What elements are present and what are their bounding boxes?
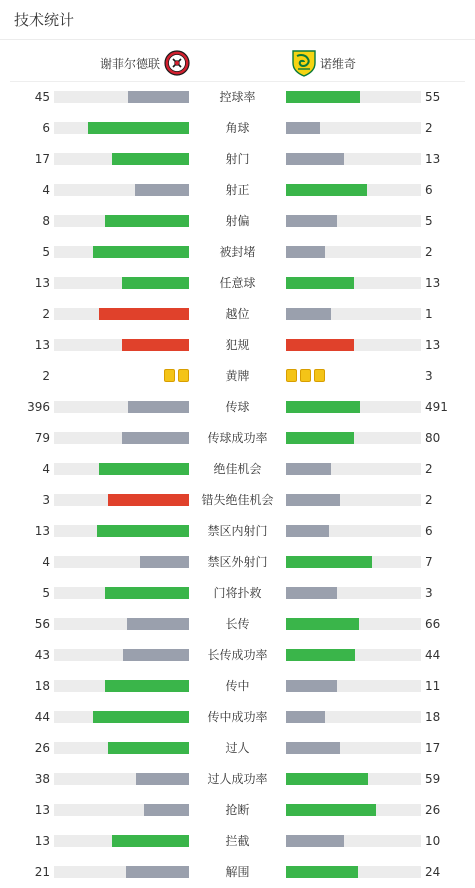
home-bar-track (54, 432, 189, 444)
home-stat-value: 4 (42, 555, 50, 569)
stat-label: 禁区内射门 (207, 524, 268, 538)
home-bar-track (54, 153, 189, 165)
away-bar-track (286, 525, 421, 537)
away-stat-value: 24 (425, 865, 441, 879)
home-bar-track (54, 463, 189, 475)
stat-label: 绝佳机会 (213, 462, 262, 476)
home-bar-track (54, 866, 189, 878)
stat-label: 任意球 (219, 276, 256, 290)
home-bar-track (54, 215, 189, 227)
away-bar-track (286, 308, 421, 320)
home-bar-fill (88, 122, 189, 134)
stat-label: 黄牌 (225, 369, 250, 383)
stat-label: 禁区外射门 (207, 555, 268, 569)
home-bar-fill (112, 153, 189, 165)
home-bar-fill (144, 804, 189, 816)
home-bar-fill (122, 432, 190, 444)
home-bar-track (54, 401, 189, 413)
away-bar-fill (286, 649, 355, 661)
home-bar-fill (108, 742, 189, 754)
yellow-card-icon (300, 369, 311, 382)
away-bar-track (286, 339, 421, 351)
away-bar-fill (286, 618, 359, 630)
away-bar-track (286, 804, 421, 816)
home-stat-value: 26 (34, 741, 50, 755)
home-stat-value: 45 (34, 90, 50, 104)
stat-row (0, 795, 475, 826)
home-team[interactable] (100, 48, 190, 78)
home-bar-track (54, 308, 189, 320)
away-stat-value: 17 (425, 741, 441, 755)
away-stat-value: 3 (425, 586, 433, 600)
home-bar-track (54, 804, 189, 816)
stat-row (0, 82, 475, 113)
home-bar-fill (99, 308, 189, 320)
home-stat-value: 79 (34, 431, 50, 445)
home-stat-value: 8 (42, 214, 50, 228)
stat-row (0, 299, 475, 330)
stat-row (0, 113, 475, 144)
away-bar-fill (286, 463, 331, 475)
home-bar-track (54, 742, 189, 754)
away-bar-fill (286, 153, 344, 165)
stat-row (0, 578, 475, 609)
stat-label: 射偏 (225, 214, 250, 228)
stat-row (0, 144, 475, 175)
stat-row (0, 547, 475, 578)
away-bar-track (286, 587, 421, 599)
away-stat-value: 13 (425, 338, 441, 352)
away-bar-fill (286, 277, 354, 289)
away-bar-track (286, 618, 421, 630)
stat-row (0, 857, 475, 888)
away-team-name: 诺维奇 (320, 56, 357, 71)
home-bar-fill (140, 556, 189, 568)
stat-label: 过人 (225, 741, 250, 755)
stat-label: 长传 (225, 617, 250, 631)
away-bar-fill (286, 804, 376, 816)
teams-row (10, 44, 465, 82)
home-stat-value: 13 (34, 803, 50, 817)
away-bar-track (286, 742, 421, 754)
away-bar-fill (286, 122, 320, 134)
away-stat-value: 26 (425, 803, 441, 817)
stat-row (0, 516, 475, 547)
away-bar-fill (286, 773, 368, 785)
home-stat-value: 38 (34, 772, 50, 786)
stat-label: 控球率 (219, 90, 256, 104)
header (0, 0, 475, 40)
away-stat-value: 44 (425, 648, 441, 662)
home-stat-value: 3 (42, 493, 50, 507)
stat-label: 拦截 (225, 834, 250, 848)
away-bar-track (286, 184, 421, 196)
away-bar-track (286, 680, 421, 692)
away-stat-value: 66 (425, 617, 441, 631)
away-stat-value: 80 (425, 431, 441, 445)
away-bar-track (286, 711, 421, 723)
stat-row (0, 733, 475, 764)
away-bar-fill (286, 339, 354, 351)
home-bar-fill (123, 649, 189, 661)
stat-row (0, 237, 475, 268)
away-bar-track (286, 494, 421, 506)
home-bar-track (54, 184, 189, 196)
away-bar-fill (286, 432, 354, 444)
away-stat-value: 6 (425, 183, 433, 197)
stat-row (0, 268, 475, 299)
away-bar-fill (286, 835, 344, 847)
home-stat-value: 2 (42, 307, 50, 321)
away-bar-fill (286, 742, 340, 754)
stat-row (0, 640, 475, 671)
home-bar-track (54, 494, 189, 506)
home-bar-fill (135, 184, 189, 196)
stat-row (0, 206, 475, 237)
home-bar-fill (105, 587, 189, 599)
away-bar-track (286, 773, 421, 785)
home-bar-fill (108, 494, 189, 506)
home-bar-fill (127, 618, 189, 630)
away-stat-value: 6 (425, 524, 433, 538)
away-bar-fill (286, 587, 337, 599)
home-bar-track (54, 246, 189, 258)
stat-label: 错失绝佳机会 (201, 493, 274, 507)
home-stat-value: 5 (42, 586, 50, 600)
home-bar-fill (128, 401, 189, 413)
away-bar-track (286, 246, 421, 258)
away-bar-track (286, 649, 421, 661)
yellow-card-icon (314, 369, 325, 382)
home-stat-value: 21 (34, 865, 50, 879)
away-bar-fill (286, 246, 325, 258)
away-team[interactable] (292, 48, 356, 78)
home-stat-value: 13 (34, 338, 50, 352)
away-bar-fill (286, 556, 372, 568)
away-bar-fill (286, 308, 331, 320)
home-stat-value: 2 (42, 369, 50, 383)
home-bar-track (54, 680, 189, 692)
home-bar-fill (93, 246, 189, 258)
stat-row (0, 330, 475, 361)
stat-row (0, 485, 475, 516)
away-stat-value: 7 (425, 555, 433, 569)
stat-label: 传中 (225, 679, 250, 693)
home-bar-track (54, 339, 189, 351)
home-bar-track (54, 835, 189, 847)
stat-row (0, 361, 475, 392)
stat-row (0, 609, 475, 640)
away-bar-track (286, 215, 421, 227)
home-stat-value: 43 (34, 648, 50, 662)
home-bar-track (54, 773, 189, 785)
home-bar-fill (122, 339, 190, 351)
away-bar-track (286, 401, 421, 413)
away-bar-track (286, 153, 421, 165)
away-stat-value: 3 (425, 369, 433, 383)
home-bar-track (54, 277, 189, 289)
home-team-name: 谢菲尔德联 (99, 56, 160, 71)
stat-label: 解围 (225, 865, 250, 879)
home-bar-fill (128, 91, 189, 103)
home-stat-value: 4 (42, 183, 50, 197)
stat-label: 射门 (225, 152, 250, 166)
home-stat-value: 5 (42, 245, 50, 259)
away-bar-track (286, 556, 421, 568)
home-bar-track (54, 556, 189, 568)
away-bar-fill (286, 184, 367, 196)
away-stat-value: 2 (425, 493, 433, 507)
home-stat-value: 17 (34, 152, 50, 166)
home-stat-value: 4 (42, 462, 50, 476)
away-yellow-cards (286, 369, 325, 382)
away-bar-fill (286, 711, 325, 723)
away-bar-track (286, 463, 421, 475)
stat-label: 被封堵 (219, 245, 256, 259)
away-stat-value: 2 (425, 245, 433, 259)
away-stat-value: 55 (425, 90, 441, 104)
away-stat-value: 18 (425, 710, 441, 724)
home-stat-value: 6 (42, 121, 50, 135)
away-bar-fill (286, 866, 358, 878)
away-bar-fill (286, 494, 340, 506)
stat-label: 长传成功率 (207, 648, 268, 662)
stat-row (0, 454, 475, 485)
home-bar-track (54, 649, 189, 661)
norwich-city-crest-icon (292, 50, 316, 77)
stat-row (0, 392, 475, 423)
stat-label: 过人成功率 (207, 772, 268, 786)
away-bar-fill (286, 91, 360, 103)
stats-list (0, 82, 475, 888)
stat-row (0, 671, 475, 702)
home-bar-track (54, 587, 189, 599)
stat-row (0, 702, 475, 733)
away-stat-value: 13 (425, 276, 441, 290)
home-bar-fill (126, 866, 189, 878)
home-stat-value: 44 (34, 710, 50, 724)
yellow-card-icon (178, 369, 189, 382)
page-title: 技术统计 (14, 11, 75, 29)
home-bar-fill (136, 773, 189, 785)
away-stat-value: 2 (425, 462, 433, 476)
away-bar-track (286, 122, 421, 134)
home-yellow-cards (164, 369, 189, 382)
home-bar-track (54, 91, 189, 103)
home-bar-fill (93, 711, 189, 723)
yellow-card-icon (164, 369, 175, 382)
stat-row (0, 764, 475, 795)
away-stat-value: 59 (425, 772, 441, 786)
stat-label: 越位 (225, 307, 250, 321)
away-bar-track (286, 91, 421, 103)
away-bar-track (286, 277, 421, 289)
home-bar-fill (112, 835, 189, 847)
away-stat-value: 11 (425, 679, 441, 693)
away-bar-fill (286, 401, 360, 413)
sheffield-united-crest-icon (164, 50, 190, 76)
home-stat-value: 13 (34, 524, 50, 538)
away-stat-value: 491 (425, 400, 448, 414)
home-stat-value: 13 (34, 276, 50, 290)
stat-row (0, 826, 475, 857)
stat-label: 抢断 (225, 803, 250, 817)
stat-label: 传中成功率 (207, 710, 268, 724)
home-bar-fill (105, 680, 189, 692)
yellow-card-icon (286, 369, 297, 382)
home-bar-track (54, 122, 189, 134)
home-bar-track (54, 711, 189, 723)
stat-label: 角球 (225, 121, 250, 135)
stat-row (0, 175, 475, 206)
stat-label: 射正 (225, 183, 250, 197)
away-bar-fill (286, 680, 337, 692)
away-stat-value: 13 (425, 152, 441, 166)
away-bar-track (286, 866, 421, 878)
away-bar-fill (286, 525, 329, 537)
home-stat-value: 18 (34, 679, 50, 693)
away-stat-value: 10 (425, 834, 441, 848)
home-stat-value: 13 (34, 834, 50, 848)
home-bar-fill (105, 215, 189, 227)
stat-label: 传球成功率 (207, 431, 268, 445)
home-bar-fill (97, 525, 189, 537)
home-bar-track (54, 618, 189, 630)
home-stat-value: 56 (34, 617, 50, 631)
home-stat-value: 396 (27, 400, 50, 414)
stat-label: 门将扑救 (213, 586, 262, 600)
away-stat-value: 1 (425, 307, 433, 321)
away-stat-value: 5 (425, 214, 433, 228)
stat-label: 犯规 (225, 338, 250, 352)
away-bar-track (286, 835, 421, 847)
away-stat-value: 2 (425, 121, 433, 135)
away-bar-fill (286, 215, 337, 227)
stat-row (0, 423, 475, 454)
away-bar-track (286, 432, 421, 444)
home-bar-track (54, 525, 189, 537)
stat-label: 传球 (225, 400, 250, 414)
home-bar-fill (99, 463, 189, 475)
home-bar-fill (122, 277, 190, 289)
